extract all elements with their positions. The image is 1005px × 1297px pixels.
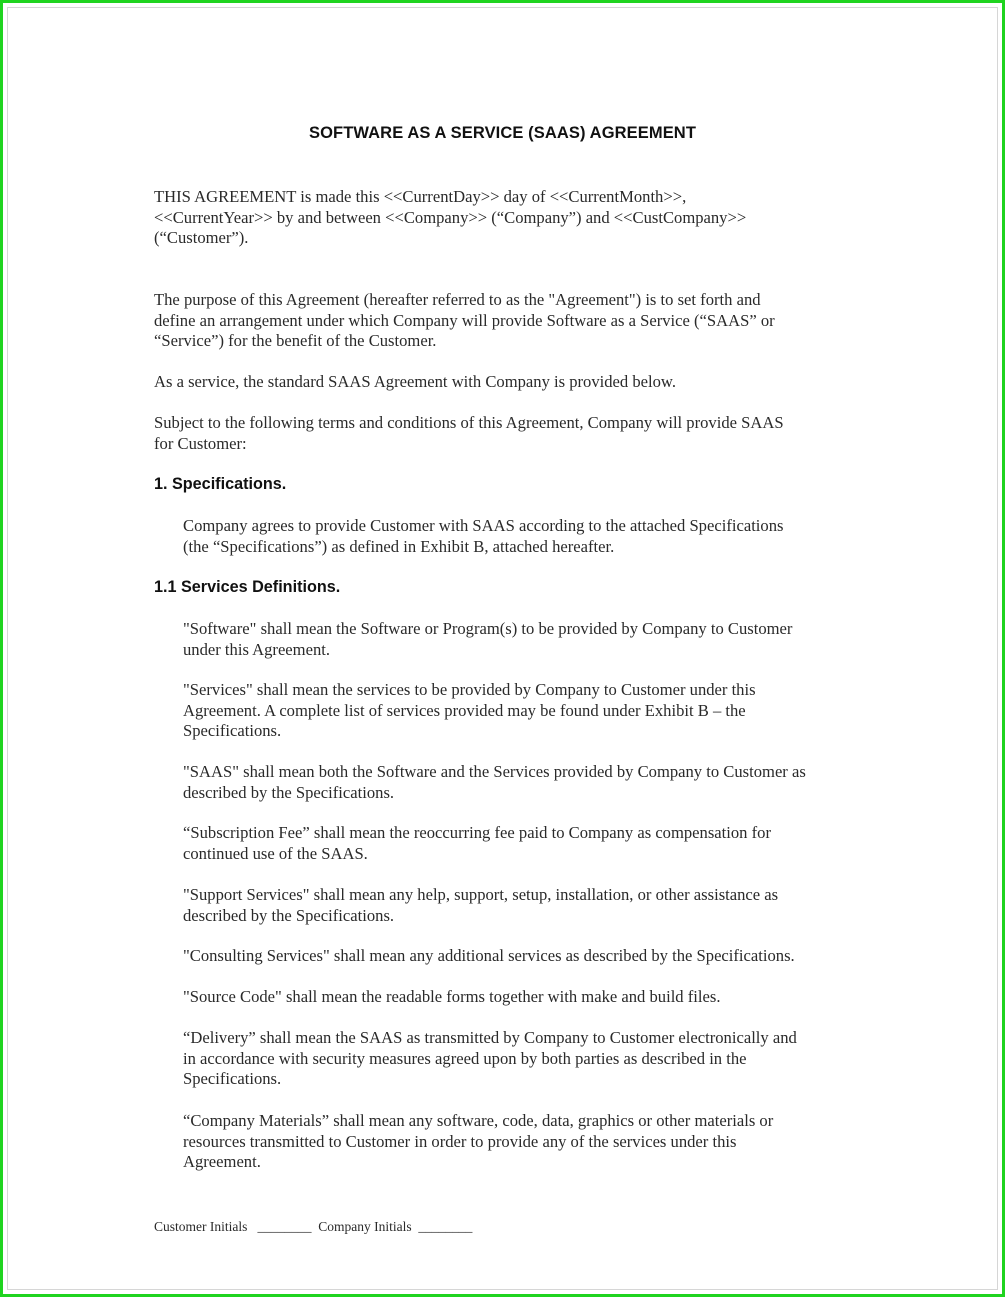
subject-paragraph: Subject to the following terms and conditions of this Agreement, Company will provide SAAS for Customer:: [154, 413, 784, 453]
document-title: SOFTWARE AS A SERVICE (SAAS) AGREEMENT: [309, 124, 696, 142]
service-note-paragraph: As a service, the standard SAAS Agreement with Company is provided below.: [154, 372, 676, 391]
definition-software: "Software" shall mean the Software or Program(s) to be provided by Company to Customer under this Agreement.: [183, 619, 793, 659]
section-1-1-heading: 1.1 Services Definitions.: [154, 578, 341, 596]
company-initials-label: Company Initials: [318, 1219, 412, 1234]
definition-saas: "SAAS" shall mean both the Software and the Services provided by Company to Customer as described by the Specifications.: [183, 762, 806, 802]
company-initials-blank: ________: [418, 1219, 473, 1234]
definition-support-services: "Support Services" shall mean any help, support, setup, installation, or other assistance as described by the Specifications.: [183, 885, 779, 925]
customer-initials-label: Customer Initials: [154, 1219, 248, 1234]
definition-consulting-services: "Consulting Services" shall mean any additional services as described by the Specifications.: [183, 946, 795, 965]
initials-footer: [154, 1219, 472, 1235]
section-1-body: Company agrees to provide Customer with SAAS according to the attached Specifications (the “Specifications”) as defined in Exhibit B, attached hereafter.: [183, 516, 784, 556]
definition-source-code: "Source Code" shall mean the readable forms together with make and build files.: [183, 987, 721, 1006]
intro-paragraph: THIS AGREEMENT is made this <<CurrentDay>> day of <<CurrentMonth>>, <<CurrentYear>> by and between <<Company>> (“Company”) and <<CustCompany>> (“Customer”).: [154, 187, 747, 248]
purpose-paragraph: The purpose of this Agreement (hereafter referred to as the "Agreement") is to set forth and define an arrangement under which Company will provide Software as a Service (“SAAS” or “Service”) for the benefit of the Customer.: [154, 290, 775, 351]
customer-initials-blank: ________: [257, 1219, 312, 1234]
definition-services: "Services" shall mean the services to be provided by Company to Customer under this Agreement. A complete list of services provided may be found under Exhibit B – the Specifications.: [183, 680, 756, 741]
definition-delivery: “Delivery” shall mean the SAAS as transmitted by Company to Customer electronically and in accordance with security measures agreed upon by both parties as described in the Specifications.: [183, 1028, 797, 1089]
section-1-heading: 1. Specifications.: [154, 475, 287, 493]
definition-company-materials: “Company Materials” shall mean any software, code, data, graphics or other materials or resources transmitted to Customer in order to provide any of the services under this Agreement.: [183, 1111, 774, 1172]
definition-subscription-fee: “Subscription Fee” shall mean the reoccurring fee paid to Company as compensation for continued use of the SAAS.: [183, 823, 771, 863]
